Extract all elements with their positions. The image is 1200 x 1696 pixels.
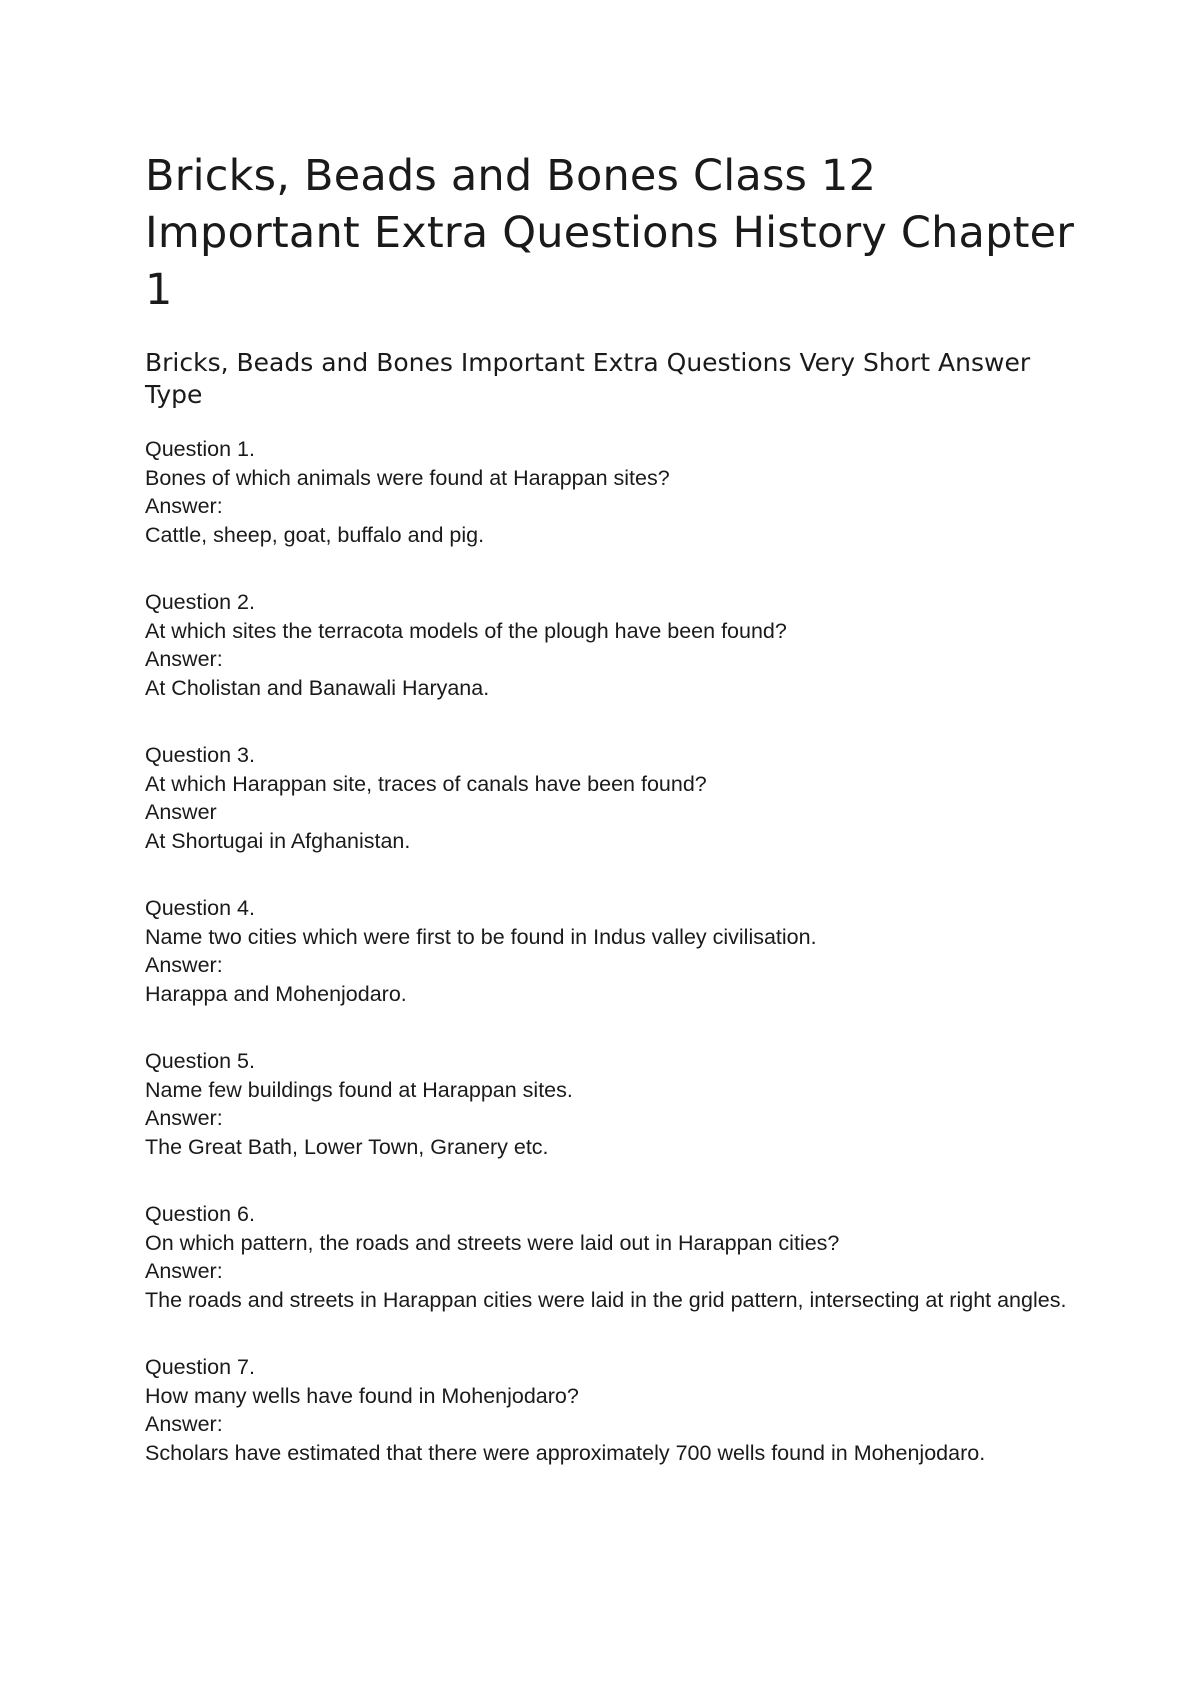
- question-block-6: [145, 1200, 1075, 1314]
- answer-text: The Great Bath, Lower Town, Granery etc.: [145, 1134, 549, 1159]
- question-label: Question 4.: [145, 896, 255, 920]
- question-block-1: [145, 435, 1075, 549]
- question-text: At which Harappan site, traces of canals have been found?: [145, 771, 707, 796]
- question-label: Question 1.: [145, 437, 255, 461]
- answer-text: Harappa and Mohenjodaro.: [145, 981, 407, 1006]
- answer-text: Scholars have estimated that there were approximately 700 wells found in Mohenjodaro.: [145, 1440, 986, 1465]
- section-heading: Bricks, Beads and Bones Important Extra Questions Very Short Answer Type: [145, 348, 1031, 409]
- answer-label: Answer:: [145, 1106, 223, 1130]
- question-text: On which pattern, the roads and streets were laid out in Harappan cities?: [145, 1230, 840, 1255]
- question-block-7: [145, 1353, 1075, 1467]
- question-label: Question 2.: [145, 590, 255, 614]
- answer-text: The roads and streets in Harappan cities were laid in the grid pattern, intersecting at right angles.: [145, 1287, 1067, 1312]
- answer-label: Answer:: [145, 953, 223, 977]
- answer-text: At Cholistan and Banawali Haryana.: [145, 675, 490, 700]
- document-title: Bricks, Beads and Bones Class 12 Important Extra Questions History Chapter 1: [145, 151, 1075, 315]
- answer-label: Answer:: [145, 1259, 223, 1283]
- question-text: Name two cities which were first to be found in Indus valley civilisation.: [145, 924, 817, 949]
- question-text: How many wells have found in Mohenjodaro?: [145, 1383, 579, 1408]
- question-text: Bones of which animals were found at Harappan sites?: [145, 465, 670, 490]
- answer-label: Answer:: [145, 1412, 223, 1436]
- question-text: At which sites the terracota models of the plough have been found?: [145, 618, 787, 643]
- question-label: Question 7.: [145, 1355, 255, 1379]
- question-block-2: [145, 588, 1075, 702]
- document-page: [145, 148, 1075, 1506]
- question-label: Question 3.: [145, 743, 255, 767]
- answer-label: Answer:: [145, 647, 223, 671]
- answer-text: At Shortugai in Afghanistan.: [145, 828, 411, 853]
- answer-label: Answer:: [145, 494, 223, 518]
- answer-text: Cattle, sheep, goat, buffalo and pig.: [145, 522, 485, 547]
- question-block-3: [145, 741, 1075, 855]
- question-list: [145, 435, 1075, 1467]
- answer-label: Answer: [145, 800, 217, 824]
- question-label: Question 6.: [145, 1202, 255, 1226]
- question-block-4: [145, 894, 1075, 1008]
- question-text: Name few buildings found at Harappan sites.: [145, 1077, 573, 1102]
- question-block-5: [145, 1047, 1075, 1161]
- question-label: Question 5.: [145, 1049, 255, 1073]
